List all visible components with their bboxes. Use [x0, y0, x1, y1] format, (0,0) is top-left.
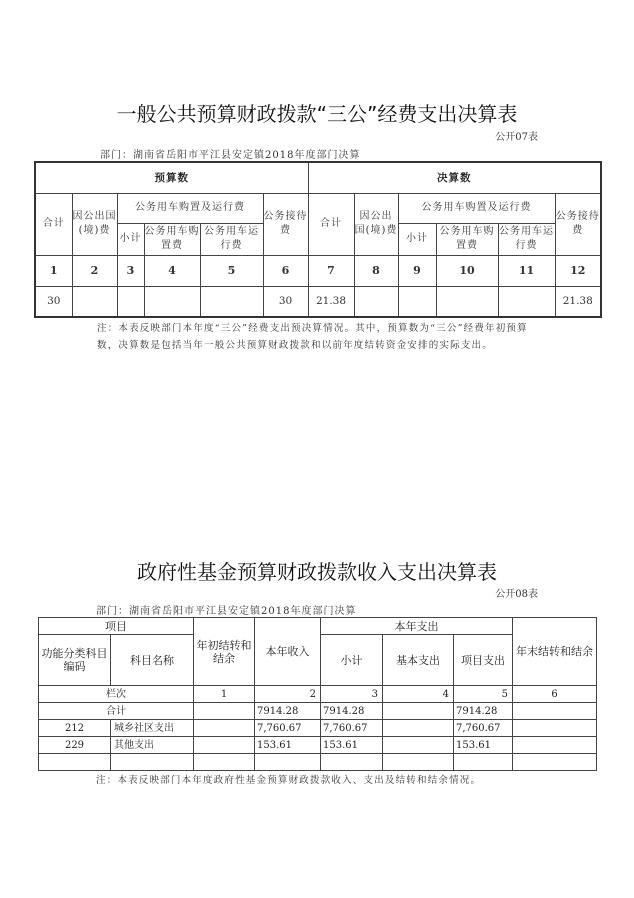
- row-closing: [513, 737, 597, 754]
- basic-expense-header: 基本支出: [383, 635, 454, 686]
- final-reception-header: 公务接待费: [555, 193, 601, 255]
- final-purchase-header: 公务用车购置费: [436, 223, 498, 255]
- table-row: [39, 720, 597, 737]
- column-number: 2: [255, 686, 321, 703]
- column-number: 5: [200, 255, 263, 286]
- column-number-row: [35, 255, 601, 286]
- table-cell: [354, 286, 398, 317]
- table-cell: 30: [35, 286, 72, 317]
- row-code: 229: [39, 737, 111, 754]
- final-group-header: 决算数: [308, 162, 601, 193]
- table2-department: 部门：湖南省岳阳市平江县安定镇2018年度部门决算: [96, 606, 357, 617]
- row-subtotal: [321, 754, 383, 771]
- row-subtotal: 7914.28: [321, 703, 383, 720]
- column-number: 6: [513, 686, 597, 703]
- column-number: 9: [398, 255, 436, 286]
- table2-note: 注：本表反映部门本年度政府性基金预算财政拨款收入、支出及结转和结余情况。: [96, 775, 482, 786]
- row-opening: [194, 720, 255, 737]
- row-basic: [383, 720, 454, 737]
- expense-header: 本年支出: [321, 618, 513, 635]
- table-row: [35, 286, 601, 317]
- column-number: 8: [354, 255, 398, 286]
- column-label: 栏次: [39, 686, 194, 703]
- row-subtotal: 7,760.67: [321, 720, 383, 737]
- column-number: 2: [72, 255, 117, 286]
- table-cell: [144, 286, 200, 317]
- final-total-header: 合计: [308, 193, 354, 255]
- table-cell: 21.38: [308, 286, 354, 317]
- table1-tag: 公开07表: [495, 132, 538, 143]
- final-operation-header: 公务用车运行费: [498, 223, 555, 255]
- column-number: 1: [194, 686, 255, 703]
- column-number: 7: [308, 255, 354, 286]
- budget-subtotal-header: 小计: [117, 223, 144, 255]
- column-number: 4: [144, 255, 200, 286]
- budget-purchase-header: 公务用车购置费: [144, 223, 200, 255]
- column-number: 11: [498, 255, 555, 286]
- row-project: 153.61: [454, 737, 513, 754]
- opening-balance-header: 年初结转和结余: [194, 618, 255, 686]
- row-basic: [383, 754, 454, 771]
- row-project: [454, 754, 513, 771]
- row-project: 7914.28: [454, 703, 513, 720]
- budget-reception-header: 公务接待费: [263, 193, 308, 255]
- table-row: [39, 703, 597, 720]
- table1-note-line1: 注：本表反映部门本年度“三公”经费支出预决算情况。其中，预算数为“三公”经费年初预算: [97, 323, 528, 334]
- row-closing: [513, 754, 597, 771]
- table-cell: [398, 286, 436, 317]
- row-name: 其他支出: [111, 737, 194, 754]
- item-header: 项目: [39, 618, 194, 635]
- column-number-row: [39, 686, 597, 703]
- column-number: 3: [321, 686, 383, 703]
- table-cell: [498, 286, 555, 317]
- table-cell: [200, 286, 263, 317]
- row-opening: [194, 754, 255, 771]
- row-income: 7914.28: [255, 703, 321, 720]
- table1-department: 部门：湖南省岳阳市平江县安定镇2018年度部门决算: [100, 150, 361, 161]
- row-opening: [194, 703, 255, 720]
- table1-title: 一般公共预算财政拨款“三公”经费支出决算表: [116, 102, 518, 126]
- final-vehicle-header: 公务用车购置及运行费: [398, 193, 555, 223]
- row-subtotal: 153.61: [321, 737, 383, 754]
- row-name: [111, 754, 194, 771]
- row-code: [39, 754, 111, 771]
- row-basic: [383, 703, 454, 720]
- table-cell: [117, 286, 144, 317]
- code-header: 功能分类科目编码: [39, 635, 111, 686]
- table-cell: [72, 286, 117, 317]
- column-number: 10: [436, 255, 498, 286]
- row-name: 城乡社区支出: [111, 720, 194, 737]
- column-number: 3: [117, 255, 144, 286]
- budget-abroad-header: 因公出国(境)费: [72, 193, 117, 255]
- table-cell: 30: [263, 286, 308, 317]
- table-row: [39, 754, 597, 771]
- column-number: 4: [383, 686, 454, 703]
- table2-tag: 公开08表: [495, 589, 538, 600]
- row-income: [255, 754, 321, 771]
- row-income: 153.61: [255, 737, 321, 754]
- closing-balance-header: 年末结转和结余: [513, 618, 597, 686]
- column-number: 12: [555, 255, 601, 286]
- row-basic: [383, 737, 454, 754]
- column-number: 5: [454, 686, 513, 703]
- table-cell: [436, 286, 498, 317]
- table-cell: 21.38: [555, 286, 601, 317]
- row-closing: [513, 703, 597, 720]
- subtotal-header: 小计: [321, 635, 383, 686]
- budget-vehicle-header: 公务用车购置及运行费: [117, 193, 263, 223]
- budget-group-header: 预算数: [35, 162, 308, 193]
- column-number: 6: [263, 255, 308, 286]
- government-fund-table: [38, 617, 597, 771]
- column-number: 1: [35, 255, 72, 286]
- table-row: [39, 737, 597, 754]
- income-header: 本年收入: [255, 618, 321, 686]
- name-header: 科目名称: [111, 635, 194, 686]
- budget-operation-header: 公务用车运行费: [200, 223, 263, 255]
- budget-total-header: 合计: [35, 193, 72, 255]
- row-closing: [513, 720, 597, 737]
- final-abroad-header: 因公出国(境)费: [354, 193, 398, 255]
- row-name: 合计: [39, 703, 194, 720]
- three-public-expenses-table: [34, 161, 602, 318]
- row-opening: [194, 737, 255, 754]
- row-code: 212: [39, 720, 111, 737]
- table1-note-line2: 数，决算数是包括当年一般公共预算财政拨款和以前年度结转资金安排的实际支出。: [97, 340, 493, 351]
- row-income: 7,760.67: [255, 720, 321, 737]
- project-expense-header: 项目支出: [454, 635, 513, 686]
- final-subtotal-header: 小计: [398, 223, 436, 255]
- row-project: 7,760.67: [454, 720, 513, 737]
- table2-title: 政府性基金预算财政拨款收入支出决算表: [137, 560, 497, 584]
